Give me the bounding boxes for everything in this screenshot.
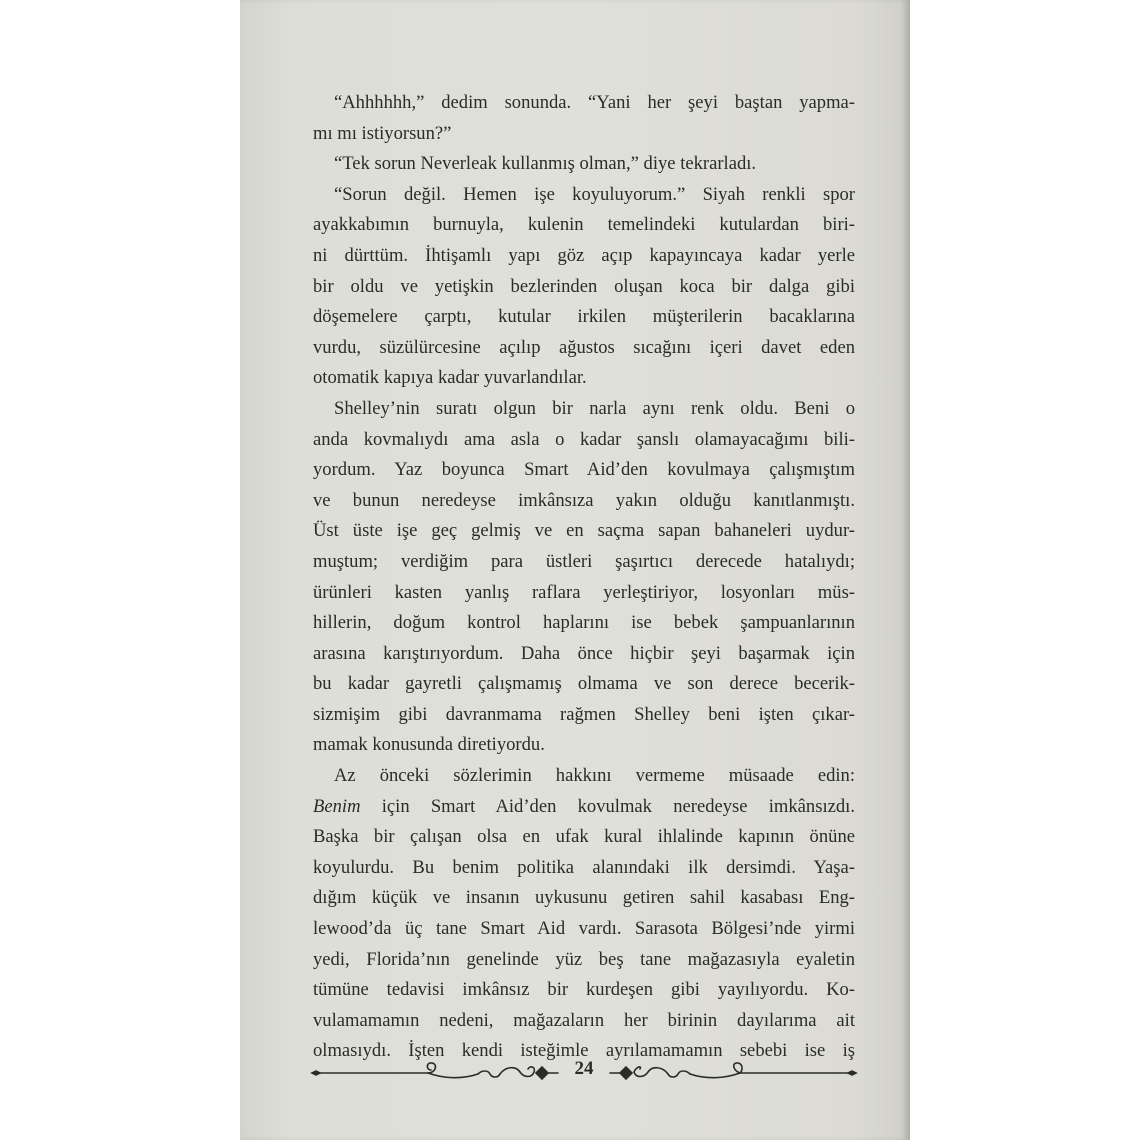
text-line: mamak konusunda diretiyordu.	[313, 734, 545, 756]
text-line: anda kovmalıydı ama asla o kadar şanslı olamayacağımı bili-	[313, 428, 855, 450]
line-rest: için Smart Aid’den kovulmak neredeyse imkânsızdı.	[360, 795, 855, 817]
text-line: döşemelere çarptı, kutular irkilen müşterilerin bacaklarına	[313, 306, 855, 328]
text-line: arasına karıştırıyordum. Daha önce hiçbir şeyi başarmak için	[313, 642, 855, 664]
book-page	[240, 0, 910, 1140]
text-line	[313, 792, 855, 823]
text-line: vulamamamın nedeni, mağazaların her birinin dayılarıma ait	[313, 1009, 855, 1031]
text-line: dığım küçük ve insanın uykusunu getiren sahil kasabası Eng-	[313, 887, 855, 909]
text-line: yedi, Florida’nın genelinde yüz beş tane mağazasıyla eyaletin	[313, 948, 855, 970]
text-line: “Sorun değil. Hemen işe koyuluyorum.” Siyah renkli spor	[334, 183, 855, 205]
text-line: hillerin, doğum kontrol haplarını ise bebek şampuanlarının	[313, 612, 855, 634]
text-line: “Ahhhhhh,” dedim sonunda. “Yani her şeyi baştan yapma-	[334, 92, 855, 113]
text-line: otomatik kapıya kadar yuvarlandılar.	[313, 367, 587, 389]
text-line: ayakkabımın burnuyla, kulenin temelindeki kutulardan biri-	[313, 214, 855, 236]
text-line: lewood’da üç tane Smart Aid vardı. Sarasota Bölgesi’nde yirmi	[313, 918, 855, 940]
text-line: koyulurdu. Bu benim politika alanındaki ilk dersimdi. Yaşa-	[313, 856, 855, 878]
italic-emphasis: Benim	[313, 795, 361, 817]
text-line: sizmişim gibi davranmama rağmen Shelley beni işten çıkar-	[313, 703, 855, 725]
text-line: yordum. Yaz boyunca Smart Aid’den kovulmaya çalışmıştım	[313, 459, 855, 481]
page-edge-shadow	[900, 0, 910, 1140]
page-footer	[310, 1052, 858, 1088]
page-number: 24	[574, 1058, 594, 1079]
text-line: “Tek sorun Neverleak kullanmış olman,” diye tekrarladı.	[334, 153, 757, 175]
text-line: bu kadar gayretli çalışmamış olmama ve son derece becerik-	[313, 673, 855, 695]
text-line: bir oldu ve yetişkin bezlerinden oluşan koca bir dalga gibi	[313, 275, 855, 297]
text-line: Az önceki sözlerimin hakkını vermeme müsaade edin:	[334, 765, 855, 787]
text-line: ni dürttüm. İhtişamlı yapı göz açıp kapayıncaya kadar yerle	[313, 244, 855, 266]
text-line: mı mı istiyorsun?”	[313, 122, 452, 144]
text-line: Üst üste işe geç gelmiş ve en saçma sapan bahaneleri uydur-	[313, 520, 855, 542]
text-line: olmasıydı. İşten kendi isteğimle ayrılamamamın sebebi ise iş	[313, 1040, 855, 1062]
text-line: ve bunun neredeyse imkânsıza yakın olduğu kanıtlanmıştı.	[313, 489, 855, 511]
text-line: muştum; verdiğim para üstleri şaşırtıcı derecede hatalıydı;	[313, 550, 855, 572]
text-line: vurdu, süzülürcesine açılıp ağustos sıcağını içeri davet eden	[313, 336, 855, 358]
text-line: tümüne tedavisi imkânsız bir kurdeşen gibi yayılıyordu. Ko-	[313, 979, 855, 1001]
body-text	[313, 88, 855, 1067]
text-line: ürünleri kasten yanlış raflara yerleştiriyor, losyonları müs-	[313, 581, 855, 603]
text-line: Shelley’nin suratı olgun bir narla aynı renk oldu. Beni o	[334, 397, 855, 419]
text-line: Başka bir çalışan olsa en ufak kural ihlalinde kapının önüne	[313, 826, 855, 848]
